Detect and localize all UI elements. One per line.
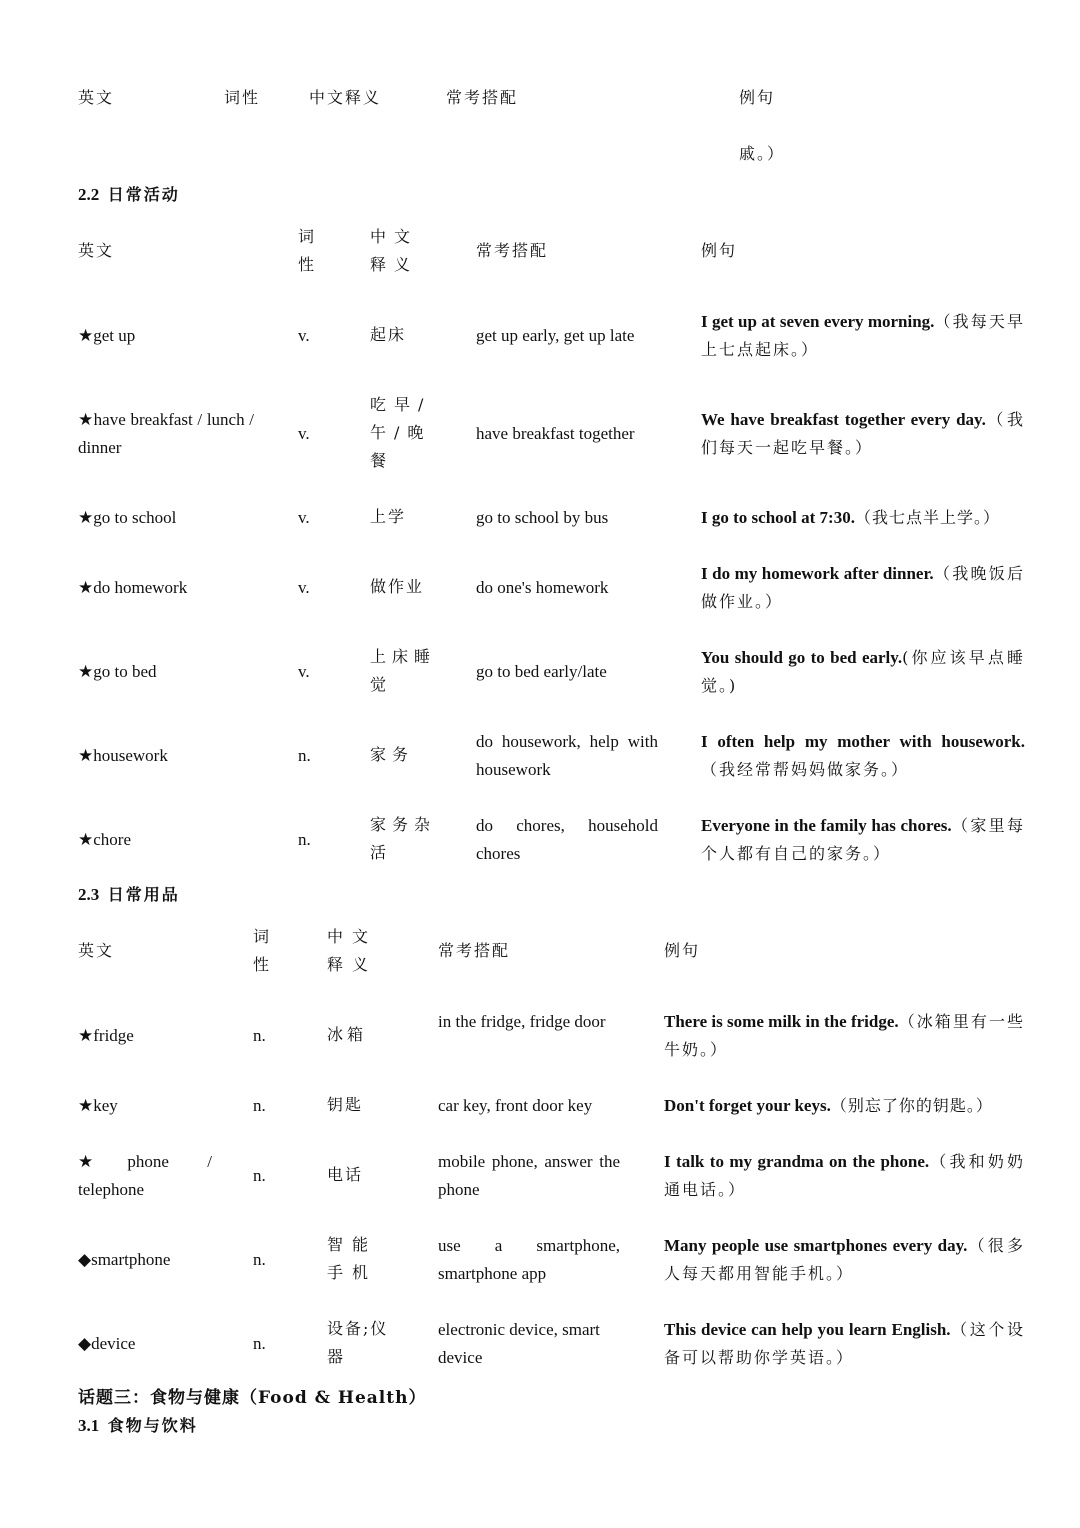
example-en: Everyone in the family has chores.	[701, 816, 952, 835]
example-cell	[701, 504, 1031, 532]
example-cn: （这个设备可以帮助你学英语。）	[664, 1320, 1025, 1367]
meaning-cell: 智能手机	[327, 1235, 378, 1282]
word-cell: ★fridge	[78, 1026, 134, 1045]
example-cn: （我每天早上七点起床。）	[701, 312, 1025, 359]
example-cell	[664, 1148, 1025, 1204]
pos-cell: v.	[298, 662, 310, 681]
example-cell	[701, 560, 1025, 616]
pos-cell: n.	[253, 1096, 266, 1115]
carryover-example: 戚。）	[739, 144, 786, 163]
word-cell: ★have breakfast / lunch / dinner	[78, 410, 254, 457]
word-cell: ★do homework	[78, 578, 188, 597]
collocation-cell: go to school by bus	[476, 508, 609, 527]
subsection-title-3-1	[78, 1413, 198, 1439]
pos-cell: n.	[298, 830, 311, 849]
pos-cell: n.	[298, 746, 311, 765]
header-pos: 词性	[253, 927, 272, 974]
example-cell	[664, 1232, 1025, 1288]
meaning-cell: 钥匙	[327, 1095, 364, 1114]
meaning-cell: 上学	[370, 507, 407, 526]
collocation-cell: do housework, help with housework	[476, 732, 658, 779]
section-title-2-2	[78, 182, 180, 208]
example-cn: (你应该早点睡觉。)	[701, 648, 1025, 695]
pos-cell: v.	[298, 508, 310, 527]
word-cell: ★chore	[78, 830, 131, 849]
word-cell: ★phone / telephone	[78, 1152, 212, 1199]
example-en: I do my homework after dinner.	[701, 564, 934, 583]
collocation-cell: use a smartphone, smartphone app	[438, 1236, 620, 1283]
pos-cell: n.	[253, 1334, 266, 1353]
header-pos: 词性	[224, 88, 261, 107]
example-cn: （家里每个人都有自己的家务。）	[701, 816, 1025, 863]
header-english: 英文	[78, 241, 115, 260]
word-cell: ◆smartphone	[78, 1250, 171, 1269]
collocation-cell: mobile phone, answer the phone	[438, 1152, 620, 1199]
header-english: 英文	[78, 88, 115, 107]
section-number: 2.3	[78, 885, 100, 904]
pos-cell: n.	[253, 1250, 266, 1269]
meaning-cell: 冰箱	[327, 1025, 368, 1044]
example-en: You should go to bed early.	[701, 648, 903, 667]
section-text: 食物与饮料	[107, 1416, 198, 1435]
example-cell	[701, 728, 1025, 784]
pos-cell: v.	[298, 424, 310, 443]
pos-cell: v.	[298, 578, 310, 597]
collocation-cell: in the fridge, fridge door	[438, 1012, 606, 1031]
example-cell	[701, 812, 1025, 868]
word-cell: ★go to bed	[78, 662, 157, 681]
section-title-2-3	[78, 882, 180, 908]
header-english: 英文	[78, 941, 115, 960]
example-cn: （冰箱里有一些牛奶。）	[664, 1012, 1025, 1059]
meaning-cell: 吃早/午/晚餐	[370, 395, 432, 470]
collocation-cell: do one's homework	[476, 578, 609, 597]
meaning-cell: 做作业	[370, 577, 425, 596]
word-cell: ★key	[78, 1096, 118, 1115]
example-en: There is some milk in the fridge.	[664, 1012, 899, 1031]
header-meaning: 中文释义	[309, 88, 382, 107]
example-en: I often help my mother with housework.	[701, 732, 1025, 751]
header-example: 例句	[664, 941, 701, 960]
header-pos: 词性	[298, 227, 317, 274]
header-meaning: 中文释义	[327, 927, 378, 974]
example-en: This device can help you learn English.	[664, 1320, 951, 1339]
example-cell	[664, 1092, 1032, 1120]
example-cn: （我七点半上学。）	[854, 508, 1000, 527]
pos-cell: n.	[253, 1166, 266, 1185]
pos-cell: n.	[253, 1026, 266, 1045]
header-collocation: 常考搭配	[476, 241, 549, 260]
example-cn: （我们每天一起吃早餐。）	[701, 410, 1025, 457]
example-cn: （很多人每天都用智能手机。）	[664, 1236, 1025, 1283]
header-collocation: 常考搭配	[438, 941, 511, 960]
example-en: I get up at seven every morning.	[701, 312, 935, 331]
example-cn: （我晚饭后做作业。）	[701, 564, 1025, 611]
collocation-cell: have breakfast together	[476, 424, 635, 443]
meaning-cell: 设备;仪器	[327, 1319, 389, 1366]
header-meaning: 中文释义	[370, 227, 419, 274]
word-cell: ★get up	[78, 326, 136, 345]
example-cn: （别忘了你的钥匙。）	[830, 1096, 993, 1115]
section-text: 日常活动	[107, 185, 180, 204]
example-cn: （我经常帮妈妈做家务。）	[701, 760, 910, 779]
collocation-cell: electronic device, smart device	[438, 1320, 600, 1367]
example-cell	[664, 1316, 1025, 1372]
collocation-cell: get up early, get up late	[476, 326, 635, 345]
example-cell	[664, 1008, 1025, 1064]
word-cell: ◆device	[78, 1334, 136, 1353]
header-example: 例句	[739, 88, 776, 107]
meaning-cell: 上床睡觉	[370, 647, 437, 694]
topic-title: 话题三：食物与健康（Food & Health）	[78, 1388, 427, 1408]
word-cell: ★housework	[78, 746, 168, 765]
meaning-cell: 家务	[370, 745, 415, 764]
collocation-cell: car key, front door key	[438, 1096, 593, 1115]
example-en: We have breakfast together every day.	[701, 410, 986, 429]
header-example: 例句	[701, 241, 738, 260]
meaning-cell: 家务杂活	[370, 815, 437, 862]
example-en: I talk to my grandma on the phone.	[664, 1152, 930, 1171]
meaning-cell: 起床	[370, 325, 407, 344]
pos-cell: v.	[298, 326, 310, 345]
example-cell	[701, 308, 1025, 364]
header-collocation: 常考搭配	[446, 88, 519, 107]
section-number: 3.1	[78, 1416, 100, 1435]
section-text: 日常用品	[107, 885, 180, 904]
example-en: Many people use smartphones every day.	[664, 1236, 968, 1255]
section-number: 2.2	[78, 185, 100, 204]
example-cn: （我和奶奶通电话。）	[664, 1152, 1025, 1199]
meaning-cell: 电话	[327, 1165, 364, 1184]
example-en: Don't forget your keys.	[664, 1096, 831, 1115]
collocation-cell: do chores, household chores	[476, 816, 658, 863]
word-cell: ★go to school	[78, 508, 177, 527]
collocation-cell: go to bed early/late	[476, 662, 607, 681]
example-en: I go to school at 7:30.	[701, 508, 855, 527]
example-cell	[701, 644, 1025, 700]
example-cell	[701, 406, 1025, 462]
